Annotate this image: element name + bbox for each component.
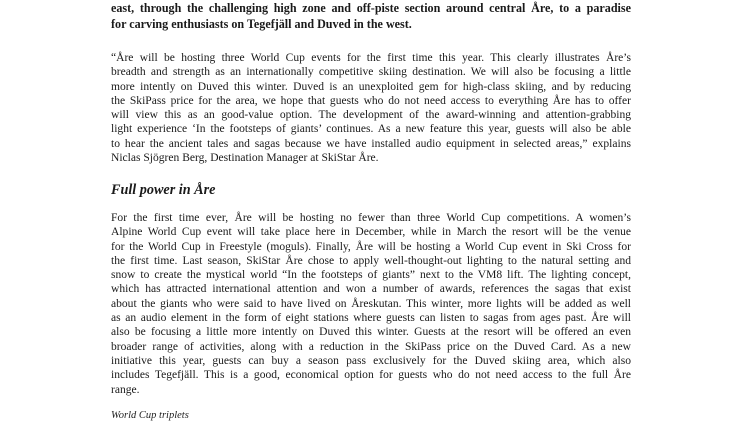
quote-line: breadth and strength as an internationally competitive skiing destination. We will also be focusing a little xyxy=(111,66,631,79)
quote-line: will view this as an good-value option. The development of the award-winning and attention-grabbing xyxy=(111,109,631,122)
body-paragraph xyxy=(111,211,631,397)
body-line: broader range of activities, along with a reduction in the SkiPass price on the Duved Card. As a new xyxy=(111,340,631,353)
body-line: about the giants who were said to have lived on Åreskutan. This winter, more lights will be added as well xyxy=(111,297,631,310)
body-line: which has attracted international attention and won a number of awards, references the sagas that exist xyxy=(111,283,631,296)
subsection-caption: World Cup triplets xyxy=(111,410,189,421)
quote-paragraph xyxy=(111,51,631,165)
body-line: the first time. Last season, SkiStar Åre chose to apply well-thought-out lighting to the natural setting and xyxy=(111,254,631,267)
quote-line: more intently on Duved this winter. Duved is an unexploited gem for high-class skiing, and by reducing xyxy=(111,80,631,93)
quote-line: “Åre will be hosting three World Cup events for the first time this year. This clearly illustrates Åre’s xyxy=(111,52,631,64)
lead-line: for carving enthusiasts on Tegefjäll and Duved in the west. xyxy=(111,16,412,31)
body-line: also be focusing a little more intently on Duved this winter. Guests at the resort will be offered an even xyxy=(111,326,631,339)
body-line: snow to create the mystical world “In the footsteps of giants” next to the VM8 lift. The lighting concept, xyxy=(111,269,631,282)
body-line: includes Tegefjäll. This is a good, economical option for guests who do not need access to the full Åre xyxy=(111,369,631,382)
quote-line: Niclas Sjögren Berg, Destination Manager at SkiStar Åre. xyxy=(111,152,379,165)
lead-paragraph xyxy=(111,0,631,32)
quote-line: light experience ‘In the footsteps of giants’ continues. As a new feature this year, guests will also be able xyxy=(111,123,631,136)
body-line: as an audio element in the form of eight stations where guests can listen to sagas from ages past. Åre will xyxy=(111,312,631,325)
body-line: Alpine World Cup event will take place here in December, while in March the resort will be the venue xyxy=(111,226,631,239)
body-line: range. xyxy=(111,383,140,396)
quote-line: to hear the ancient tales and sagas because we have installed audio equipment in selected areas,” explains xyxy=(111,137,631,150)
body-line: initiative this year, guests can buy a season pass exclusively for the Duved skiing area, which also xyxy=(111,354,631,367)
quote-line: the SkiPass price for the area, we hope that guests who do not need access to everything Åre has to offer xyxy=(111,94,631,107)
body-line: for the World Cup in Freestyle (moguls). Finally, Åre will be hosting a World Cup event in Ski Cross for xyxy=(111,240,631,253)
section-heading: Full power in Åre xyxy=(111,182,216,198)
lead-line: east, through the challenging high zone and off-piste section around central Åre, to a paradise xyxy=(111,1,631,16)
body-line: For the first time ever, Åre will be hosting no fewer than three World Cup competitions. A women’s xyxy=(111,212,631,224)
